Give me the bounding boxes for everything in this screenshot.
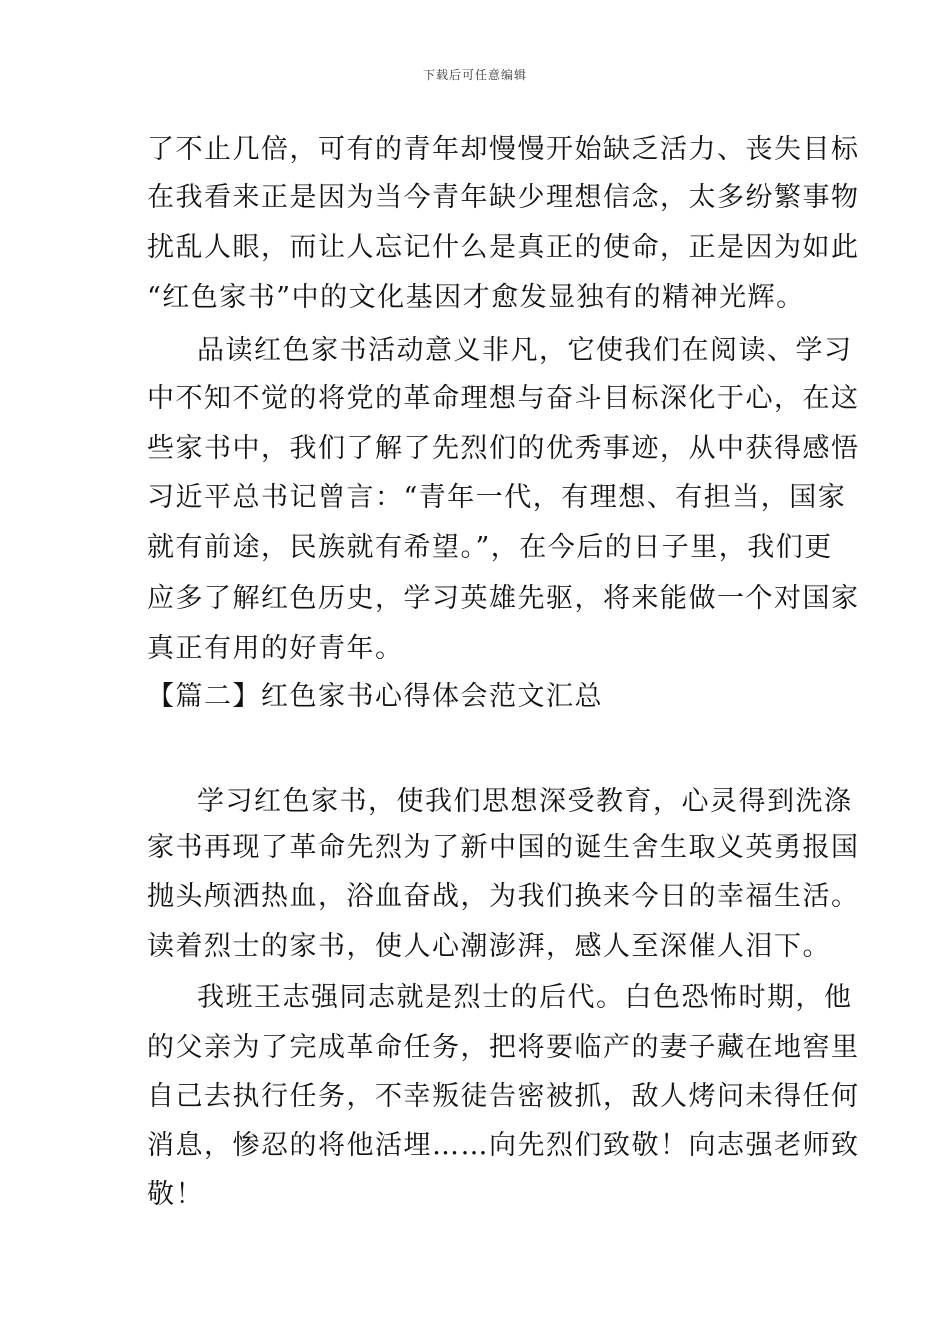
body-line: 抛头颅洒热血，浴血奋战，为我们换来今日的幸福生活。	[147, 881, 860, 912]
body-line: 读着烈士的家书，使人心潮澎湃，感人至深催人泪下。	[147, 931, 831, 962]
body-line: 学习红色家书，使我们思想深受教育，心灵得到洗涤	[197, 786, 853, 817]
body-line: 品读红色家书活动意义非凡，它使我们在阅读、学习	[197, 335, 853, 366]
body-line: 了不止几倍，可有的青年却慢慢开始缺乏活力、丧失目标	[147, 134, 860, 165]
body-line: 在我看来正是因为当今青年缺少理想信念，太多纷繁事物	[147, 182, 860, 213]
page-header: 下载后可任意编辑	[422, 68, 527, 82]
body-line: 习近平总书记曾言：“青年一代，有理想、有担当，国家	[147, 482, 847, 513]
body-line: “红色家书”中的文化基因才愈发显独有的精神光辉。	[147, 282, 805, 313]
body-line: 就有前途，民族就有希望。”，在今后的日子里，我们更	[147, 532, 833, 563]
body-line: 应多了解红色历史，学习英雄先驱，将来能做一个对国家	[147, 583, 860, 614]
body-line: 些家书中，我们了解了先烈们的优秀事迹，从中获得感悟	[147, 433, 860, 464]
body-line: 的父亲为了完成革命任务，把将要临产的妻子藏在地窖里	[147, 1032, 860, 1063]
section-heading: 【篇二】红色家书心得体会范文汇总	[147, 681, 603, 712]
body-line: 中不知不觉的将党的革命理想与奋斗目标深化于心，在这	[147, 383, 860, 414]
body-line: 家书再现了革命先烈为了新中国的诞生舍生取义英勇报国	[147, 832, 860, 863]
body-line: 消息，惨忍的将他活埋……向先烈们致敬！向志强老师致	[147, 1130, 860, 1161]
body-line: 我班王志强同志就是烈士的后代。白色恐怖时期，他	[197, 982, 853, 1013]
body-line: 自己去执行任务，不幸叛徒告密被抓，敌人烤问未得任何	[147, 1081, 860, 1112]
body-line: 扰乱人眼，而让人忘记什么是真正的使命，正是因为如此	[147, 232, 860, 263]
body-line: 真正有用的好青年。	[147, 633, 404, 664]
body-line: 敬！	[147, 1179, 204, 1210]
